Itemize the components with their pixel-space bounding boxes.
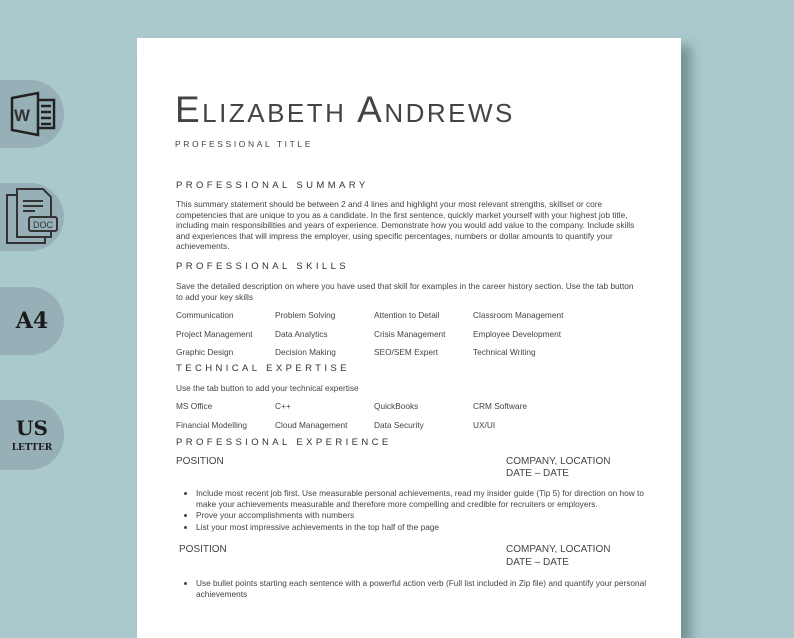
tech-item: Financial Modelling: [176, 419, 248, 430]
job-position: POSITION: [179, 544, 227, 555]
a4-label: A4: [15, 308, 49, 334]
skill-item: Crisis Management: [374, 328, 446, 339]
skill-item: Classroom Management: [473, 310, 564, 320]
skill-item: Employee Development: [473, 328, 562, 339]
skill-item: Attention to Detail: [374, 310, 440, 320]
skill-item: Project Management: [176, 328, 253, 339]
summary-heading: PROFESSIONAL SUMMARY: [176, 180, 369, 191]
word-icon: [8, 90, 56, 138]
skills-intro: Save the detailed description on where you have used that skill for examples in the career history section. Use the tab button to add your key skills: [176, 281, 634, 302]
tech-item: QuickBooks: [374, 401, 419, 411]
svg-text:W: W: [14, 106, 31, 125]
letter-label: LETTER: [11, 443, 53, 453]
bullet: • Prove your accomplishments with numbers: [196, 510, 656, 521]
job-company: COMPANY, LOCATION: [506, 544, 611, 555]
job-dates: DATE – DATE: [506, 468, 569, 479]
skill-item: Communication: [176, 310, 234, 320]
skill-item: Technical Writing: [473, 347, 536, 357]
word-format-tab: [0, 80, 64, 148]
tech-heading: TECHNICAL EXPERTISE: [176, 363, 350, 374]
tech-item: Data Security: [374, 419, 424, 430]
skills-heading: PROFESSIONAL SKILLS: [176, 261, 350, 272]
doc-format-tab: [0, 183, 64, 251]
tech-item: UX/UI: [473, 419, 496, 430]
tech-item: C++: [275, 401, 291, 411]
job-company: COMPANY, LOCATION: [506, 456, 611, 467]
resume-name: Elizabeth Andrews: [175, 89, 515, 130]
summary-text: This summary statement should be between 2 and 4 lines and highlight your most relevant strengths, skillset or core competencies that are unique to you as a candidate. In the first sentence, quickly market yourself with your highest job title, including main responsibilities and years of experience. Demonstrate how you would add value to the company. Include skills and experiences that will impress the employer, using specific percentages, numbers or dollar amounts to quantify your achievements.: [176, 199, 635, 252]
skill-item: Data Analytics: [275, 328, 328, 339]
job-position: POSITION: [176, 456, 224, 467]
skill-item: Graphic Design: [176, 347, 234, 357]
tech-item: Cloud Management: [275, 419, 348, 430]
resume-page: [137, 38, 681, 638]
job-dates: DATE – DATE: [506, 557, 569, 568]
job-bullets: [176, 488, 656, 533]
us-label: US: [16, 416, 48, 440]
tech-intro: Use the tab button to add your technical expertise: [176, 383, 359, 393]
skill-item: SEO/SEM Expert: [374, 347, 439, 357]
doc-file-icon: [5, 187, 59, 247]
bullet: • List your most impressive achievements in the top half of the page: [196, 522, 656, 533]
experience-heading: PROFESSIONAL EXPERIENCE: [176, 437, 392, 448]
bullet: • Include most recent job first. Use measurable personal achievements, read my insider guide (Tip 5) for direction on how to make your achievements measurable and therefore more compelling and credible for recruiters or employers.: [196, 488, 656, 509]
skill-item: Decision Making: [275, 347, 336, 357]
us-letter-size-tab: [0, 400, 64, 470]
professional-title: PROFESSIONAL TITLE: [175, 139, 313, 149]
tech-item: CRM Software: [473, 401, 527, 411]
a4-size-tab: [0, 287, 64, 355]
tech-item: MS Office: [176, 401, 213, 411]
svg-text:DOC: DOC: [33, 220, 53, 230]
job-bullets: [176, 578, 656, 600]
skill-item: Problem Solving: [275, 310, 336, 320]
bullet: • Use bullet points starting each sentence with a powerful action verb (Full list included in Zip file) and quantify your personal achievements: [196, 578, 656, 599]
